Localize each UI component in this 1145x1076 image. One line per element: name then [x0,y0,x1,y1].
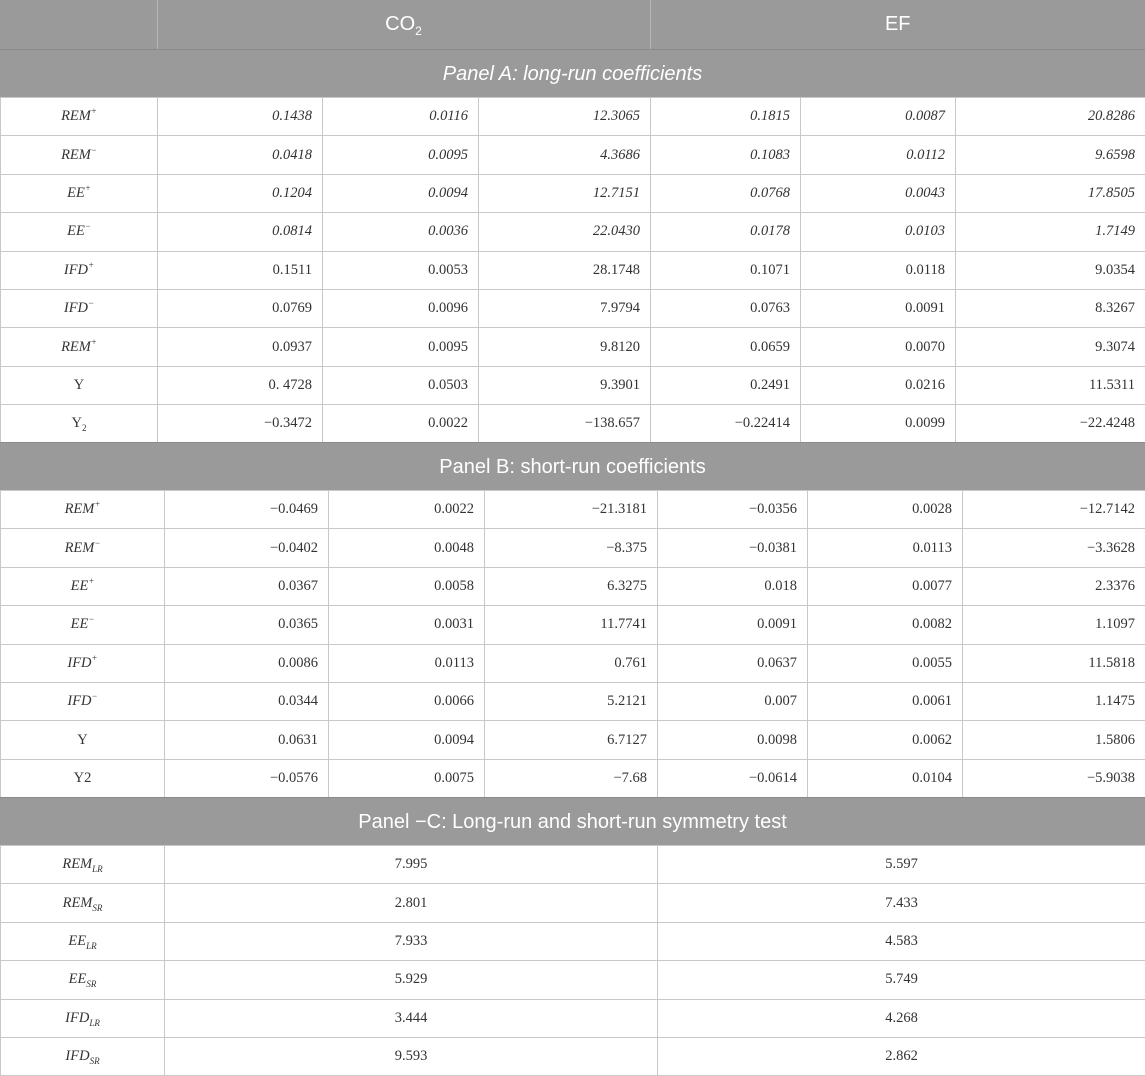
value-cell: 0.0058 [329,567,485,605]
row-label: $IFD_{SR}$ [1,1037,165,1075]
value-cell: 11.5818 [963,644,1145,682]
value-cell: 0.0062 [808,721,963,759]
table-row [1,405,1145,443]
table-row [1,961,1145,999]
row-label: $EE_{SR}$ [1,961,165,999]
value-cell: 0.0048 [329,529,485,567]
value-cell: 17.8505 [956,174,1145,212]
value-cell: 0.0022 [323,405,479,443]
row-label: $EE_{LR}$ [1,922,165,960]
value-cell: 9.593 [165,1037,658,1075]
value-cell: 0.0216 [801,366,956,404]
value-cell: 6.7127 [485,721,658,759]
table-row [1,136,1145,174]
value-cell: 0.0113 [808,529,963,567]
value-cell: 0.0087 [801,98,956,136]
value-cell: 0.0028 [808,491,963,529]
row-label: $REM_{SR}$ [1,884,165,922]
value-cell: 20.8286 [956,98,1145,136]
value-cell: 0.0768 [651,174,801,212]
row-label: IFD+ [1,251,158,289]
table-row [1,98,1145,136]
value-cell: 0.0094 [323,174,479,212]
value-cell: 0.0055 [808,644,963,682]
row-label: REM− [1,136,158,174]
value-cell: −0.0614 [658,759,808,797]
value-cell: 0.0367 [165,567,329,605]
table-row [1,174,1145,212]
panel-a-title: Panel A: long-run coefficients [0,49,1145,97]
value-cell: 0.0091 [658,606,808,644]
value-cell: 0.0096 [323,289,479,327]
table-row [1,999,1145,1037]
value-cell: 0.0053 [323,251,479,289]
header-ef: EF [884,13,911,35]
row-label: EE− [1,606,165,644]
row-label: REM+ [1,98,158,136]
value-cell: 0.0503 [323,366,479,404]
table-row [1,721,1145,759]
value-cell: 0.0104 [808,759,963,797]
value-cell: −0.0469 [165,491,329,529]
table-row [1,251,1145,289]
row-label: IFD− [1,289,158,327]
table-row [1,289,1145,327]
value-cell: 0.0043 [801,174,956,212]
row-label: EE− [1,213,158,251]
value-cell: 0.0659 [651,328,801,366]
value-cell: 9.0354 [956,251,1145,289]
value-cell: 7.933 [165,922,658,960]
value-cell: 0.0031 [329,606,485,644]
row-label: $REM_{LR}$ [1,846,165,884]
value-cell: 0.0103 [801,213,956,251]
value-cell: 0.0365 [165,606,329,644]
value-cell: 0.0099 [801,405,956,443]
row-label: REM+ [1,491,165,529]
row-label: Y [1,721,165,759]
value-cell: 11.7741 [485,606,658,644]
value-cell: 4.3686 [479,136,651,174]
value-cell: 0.0036 [323,213,479,251]
value-cell: 0.0637 [658,644,808,682]
row-label: EE+ [1,567,165,605]
value-cell: −138.657 [479,405,651,443]
value-cell: −5.9038 [963,759,1145,797]
value-cell: 0.1815 [651,98,801,136]
value-cell: 12.7151 [479,174,651,212]
value-cell: 22.0430 [479,213,651,251]
value-cell: 0.0418 [158,136,323,174]
value-cell: 0.0022 [329,491,485,529]
value-cell: 0.2491 [651,366,801,404]
value-cell: 9.3901 [479,366,651,404]
table-row [1,884,1145,922]
row-label: Y [1,366,158,404]
value-cell: 0.0094 [329,721,485,759]
table-row [1,1037,1145,1075]
value-cell: 0.761 [485,644,658,682]
header-co2: $CO_2$ [157,0,650,49]
value-cell: 0.007 [658,682,808,720]
value-cell: 0.0070 [801,328,956,366]
value-cell: 0.0082 [808,606,963,644]
value-cell: 1.7149 [956,213,1145,251]
header-empty-cell [0,0,157,49]
value-cell: 0.0091 [801,289,956,327]
row-label: EE+ [1,174,158,212]
row-label: Y2 [1,759,165,797]
value-cell: −22.4248 [956,405,1145,443]
table-row [1,682,1145,720]
table-header [0,0,1145,49]
table-row [1,366,1145,404]
table-row [1,567,1145,605]
value-cell: 0. 4728 [158,366,323,404]
value-cell: 5.749 [658,961,1145,999]
table-row [1,328,1145,366]
value-cell: −0.0402 [165,529,329,567]
value-cell: 4.583 [658,922,1145,960]
value-cell: 2.3376 [963,567,1145,605]
value-cell: 0.0095 [323,328,479,366]
value-cell: 5.2121 [485,682,658,720]
value-cell: 1.5806 [963,721,1145,759]
value-cell: 11.5311 [956,366,1145,404]
value-cell: 0.0116 [323,98,479,136]
value-cell: 1.1097 [963,606,1145,644]
row-label: $IFD_{LR}$ [1,999,165,1037]
value-cell: 0.0061 [808,682,963,720]
panel-c-table [0,845,1145,1076]
value-cell: 0.0631 [165,721,329,759]
value-cell: 0.0098 [658,721,808,759]
value-cell: 7.433 [658,884,1145,922]
value-cell: 7.9794 [479,289,651,327]
value-cell: 0.0937 [158,328,323,366]
value-cell: −12.7142 [963,491,1145,529]
table-row [1,846,1145,884]
value-cell: −3.3628 [963,529,1145,567]
value-cell: 9.6598 [956,136,1145,174]
table-row [1,213,1145,251]
row-label: IFD+ [1,644,165,682]
value-cell: 0.0077 [808,567,963,605]
value-cell: 0.0113 [329,644,485,682]
value-cell: 0.1511 [158,251,323,289]
value-cell: 0.0112 [801,136,956,174]
table-row [1,606,1145,644]
value-cell: 1.1475 [963,682,1145,720]
value-cell: 0.0763 [651,289,801,327]
value-cell: 0.018 [658,567,808,605]
row-label: $Y_2$ [1,405,158,443]
value-cell: −8.375 [485,529,658,567]
panel-b-title: Panel B: short-run coefficients [0,442,1145,490]
panel-b-table [0,490,1145,798]
value-cell: 0.0118 [801,251,956,289]
value-cell: 0.0066 [329,682,485,720]
value-cell: 6.3275 [485,567,658,605]
row-label: IFD− [1,682,165,720]
value-cell: 4.268 [658,999,1145,1037]
value-cell: 28.1748 [479,251,651,289]
table-row [1,922,1145,960]
value-cell: −0.22414 [651,405,801,443]
value-cell: 9.3074 [956,328,1145,366]
table-row [1,491,1145,529]
value-cell: 3.444 [165,999,658,1037]
value-cell: 2.862 [658,1037,1145,1075]
value-cell: 0.1083 [651,136,801,174]
value-cell: 0.0344 [165,682,329,720]
value-cell: 0.0769 [158,289,323,327]
value-cell: −0.3472 [158,405,323,443]
value-cell: 0.1438 [158,98,323,136]
value-cell: −0.0356 [658,491,808,529]
value-cell: 2.801 [165,884,658,922]
value-cell: 0.0814 [158,213,323,251]
value-cell: 0.0075 [329,759,485,797]
value-cell: 12.3065 [479,98,651,136]
value-cell: −0.0381 [658,529,808,567]
value-cell: 9.8120 [479,328,651,366]
row-label: REM− [1,529,165,567]
row-label: REM+ [1,328,158,366]
value-cell: −21.3181 [485,491,658,529]
panel-c-title: Panel −C: Long-run and short-run symmetry test [0,797,1145,845]
value-cell: 0.1071 [651,251,801,289]
panel-a-table [0,97,1145,444]
value-cell: 7.995 [165,846,658,884]
value-cell: −7.68 [485,759,658,797]
value-cell: 0.0178 [651,213,801,251]
value-cell: 8.3267 [956,289,1145,327]
value-cell: 5.597 [658,846,1145,884]
value-cell: 0.0095 [323,136,479,174]
value-cell: −0.0576 [165,759,329,797]
value-cell: 0.0086 [165,644,329,682]
value-cell: 0.1204 [158,174,323,212]
table-row [1,759,1145,797]
table-row [1,529,1145,567]
value-cell: 5.929 [165,961,658,999]
table-row [1,644,1145,682]
